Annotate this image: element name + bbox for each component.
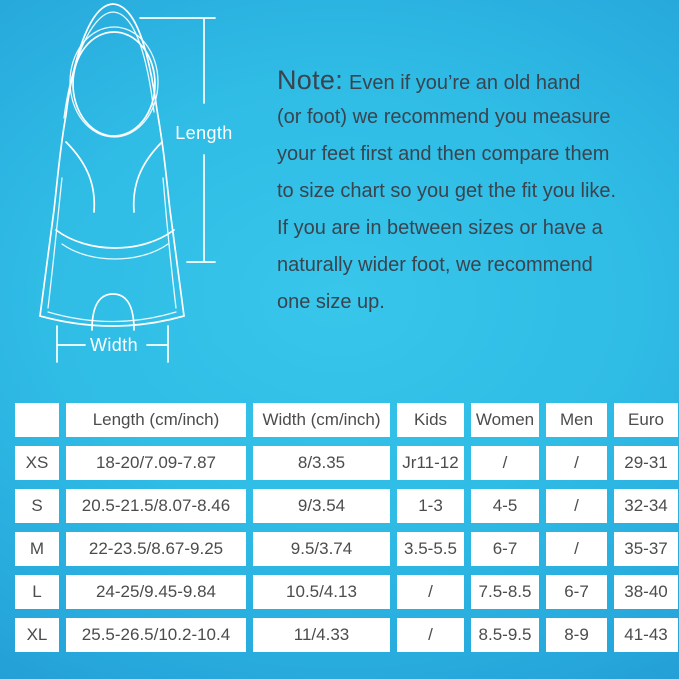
cell-men: 6-7: [546, 575, 607, 609]
foot-opening: [73, 32, 155, 136]
note-text: Even if you’re an old hand: [349, 72, 581, 94]
cell-men: 8-9: [546, 618, 607, 652]
cell-women: /: [471, 446, 539, 480]
column-header-men: Men: [546, 403, 607, 437]
fin-inner-bottom: [48, 312, 176, 322]
cell-length: 22-23.5/8.67-9.25: [66, 532, 246, 566]
cell-width: 11/4.33: [253, 618, 390, 652]
pocket-collar-lower: [62, 244, 168, 259]
cell-men: /: [546, 532, 607, 566]
fin-diagram: [0, 0, 260, 395]
cell-length: 25.5-26.5/10.2-10.4: [66, 618, 246, 652]
cell-size: M: [15, 532, 59, 566]
cell-length: 20.5-21.5/8.07-8.46: [66, 489, 246, 523]
cell-euro: 41-43: [614, 618, 678, 652]
cell-length: 18-20/7.09-7.87: [66, 446, 246, 480]
table-row: [15, 618, 678, 652]
column-header-width: Width (cm/inch): [253, 403, 390, 437]
cell-size: L: [15, 575, 59, 609]
fin-outline: [40, 4, 184, 326]
note-line: If you are in between sizes or have a: [277, 217, 603, 239]
cell-kids: /: [397, 618, 464, 652]
note-line: to size chart so you get the fit you like.: [277, 180, 617, 202]
note-line: [277, 62, 673, 99]
cell-width: 9/3.54: [253, 489, 390, 523]
cell-women: 6-7: [471, 532, 539, 566]
table-row: [15, 489, 678, 523]
note-line: your feet first and then compare them: [277, 143, 610, 165]
cell-women: 7.5-8.5: [471, 575, 539, 609]
pocket-arc-left: [66, 142, 94, 212]
cell-size: XL: [15, 618, 59, 652]
cell-kids: 1-3: [397, 489, 464, 523]
column-header-blank: [15, 403, 59, 437]
heel-arch: [92, 294, 134, 330]
cell-euro: 29-31: [614, 446, 678, 480]
note-line: one size up.: [277, 291, 385, 313]
column-header-kids: Kids: [397, 403, 464, 437]
cell-men: /: [546, 446, 607, 480]
column-header-length: Length (cm/inch): [66, 403, 246, 437]
table-row: [15, 532, 678, 566]
note-line: (or foot) we recommend you measure: [277, 106, 611, 128]
column-header-euro: Euro: [614, 403, 678, 437]
length-dimension-label: Length: [175, 123, 233, 143]
table-row: [15, 575, 678, 609]
cell-size: S: [15, 489, 59, 523]
pocket-collar-upper: [56, 230, 174, 248]
cell-size: XS: [15, 446, 59, 480]
cell-kids: /: [397, 575, 464, 609]
foot-opening-outer: [70, 27, 158, 137]
cell-women: 4-5: [471, 489, 539, 523]
note-block: [277, 62, 673, 321]
cell-width: 10.5/4.13: [253, 575, 390, 609]
cell-kids: Jr11-12: [397, 446, 464, 480]
table-header-row: [15, 403, 678, 437]
note-line: naturally wider foot, we recommend: [277, 254, 593, 276]
pocket-arc-right: [134, 142, 162, 212]
cell-kids: 3.5-5.5: [397, 532, 464, 566]
column-header-women: Women: [471, 403, 539, 437]
cell-width: 8/3.35: [253, 446, 390, 480]
cell-euro: 32-34: [614, 489, 678, 523]
cell-length: 24-25/9.45-9.84: [66, 575, 246, 609]
cell-width: 9.5/3.74: [253, 532, 390, 566]
cell-men: /: [546, 489, 607, 523]
width-dimension-label: Width: [89, 335, 139, 355]
cell-euro: 35-37: [614, 532, 678, 566]
cell-women: 8.5-9.5: [471, 618, 539, 652]
size-chart-table: [8, 394, 679, 661]
note-label: Note:: [277, 65, 344, 95]
table-row: [15, 446, 678, 480]
cell-euro: 38-40: [614, 575, 678, 609]
